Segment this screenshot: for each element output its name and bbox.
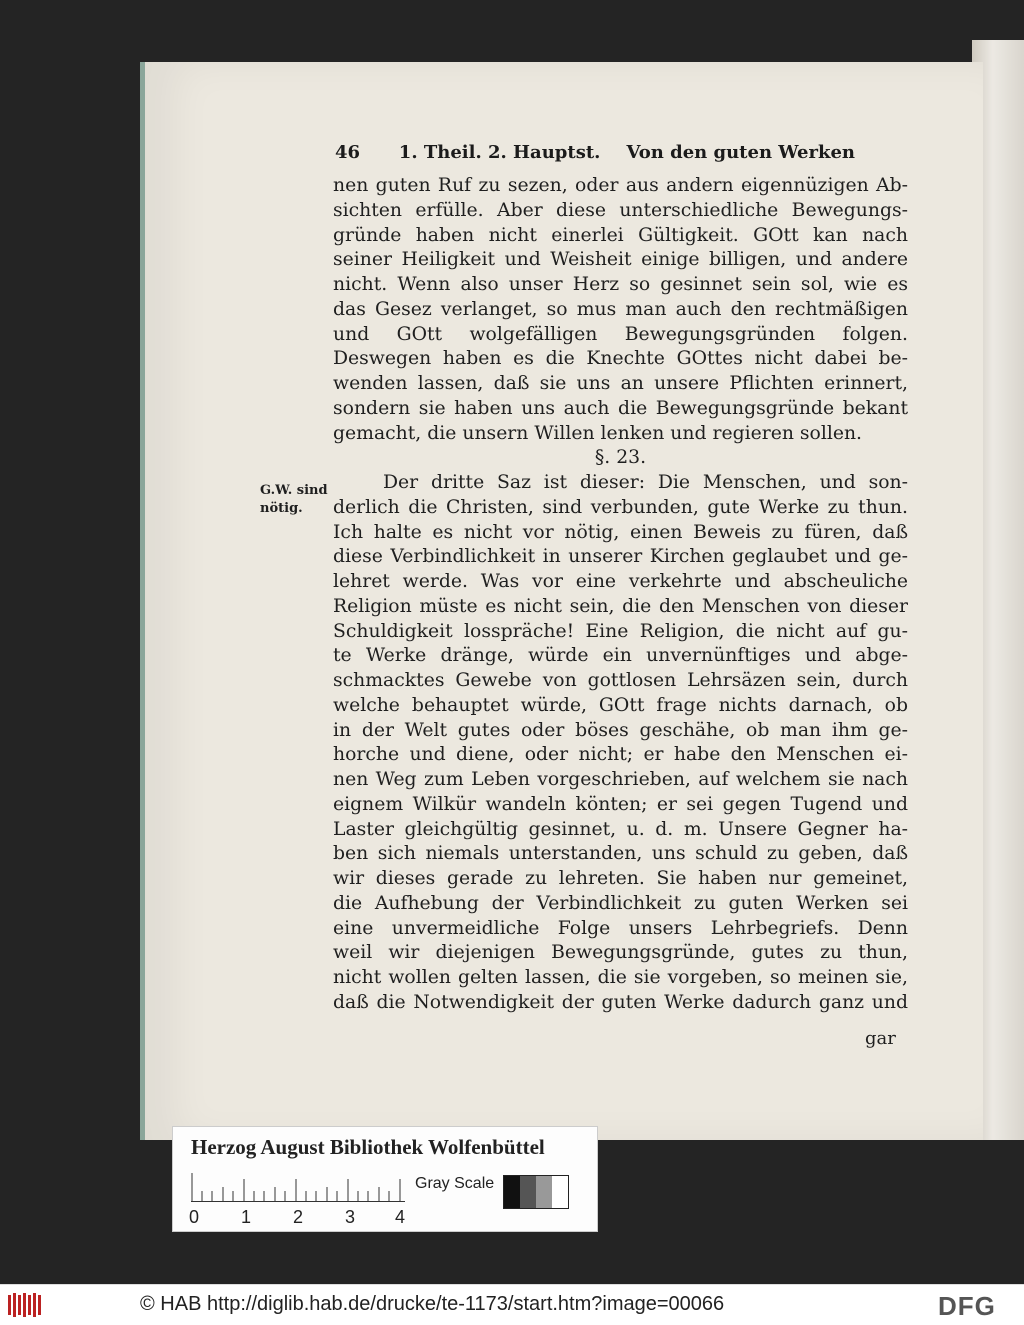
text-line: wenden lassen, daß sie uns an unsere Pflichten erinnert, xyxy=(333,373,908,394)
text-line: seiner Heiligkeit und Weisheit einige billigen, und andere xyxy=(333,249,908,271)
text-line: in der Welt gutes oder böses geschähe, ob man ihm ge- xyxy=(333,719,908,741)
text-line: Der dritte Saz ist dieser: Die Menschen, und son- xyxy=(383,472,908,493)
gray-scale-label: Gray Scale xyxy=(415,1175,495,1192)
page-number: 46 xyxy=(335,142,361,163)
text-line: lehret werde. Was vor eine verkehrte und abscheuliche xyxy=(333,571,908,592)
library-name: Herzog August Bibliothek Wolfenbüttel xyxy=(191,1135,545,1159)
text-line: Deswegen haben es die Knechte GOttes nicht dabei be- xyxy=(333,348,908,370)
text-line: Schuldigkeit lossprächе! Eine Religion, die nicht auf gu- xyxy=(333,620,908,642)
text-line: Religion müste es nicht sein, die den Menschen von dieser xyxy=(333,595,908,617)
text-line: derlich die Christen, sind verbunden, gute Werke zu thun. xyxy=(333,496,908,518)
book-page xyxy=(140,62,983,1140)
margin-note-line: nötig. xyxy=(260,501,303,516)
dfg-logo: DFG xyxy=(938,1291,996,1321)
text-line: eine unvermeidliche Folge unsers Lehrbegriefs. Denn xyxy=(333,917,908,939)
text-line: das Gesez verlanget, so mus man auch den rechtmäßigen xyxy=(333,298,908,320)
text-line: sondern sie haben uns auch die Bewegungsgründe bekant xyxy=(333,397,908,419)
text-line: daß die Notwendigkeit der guten Werke dadurch ganz und xyxy=(333,991,908,1013)
ruler-tick-label: 2 xyxy=(293,1207,304,1227)
text-line: die Aufhebung der Verbindlichkeit zu guten Werken sei xyxy=(333,892,908,914)
ruler-tick-label: 0 xyxy=(189,1207,200,1227)
text-line: nen guten Ruf zu sezen, oder aus andern eigennüzigen Ab- xyxy=(333,175,908,196)
text-line: welche behauptet würde, GOtt frage nichts darnach, ob xyxy=(333,694,908,716)
scale-ruler xyxy=(191,1173,405,1202)
text-line: diese Verbindlichkeit in unserer Kirchen geglaubet und ge- xyxy=(333,546,908,568)
section-number: §. 23. xyxy=(594,447,647,469)
body-text xyxy=(333,174,908,1016)
running-head-part: 1. Theil. 2. Hauptst. xyxy=(398,142,601,163)
text-line: nicht wollen gelten lassen, die sie vorgeben, so meinen sie, xyxy=(333,967,908,988)
text-line: gemacht, die unsern Willen lenken und regieren sollen. xyxy=(333,422,863,444)
ruler-tick-label: 1 xyxy=(241,1207,252,1227)
permalink-text[interactable]: © HAB http://diglib.hab.de/drucke/te-1173/start.htm?image=00066 xyxy=(140,1293,725,1315)
margin-note-line: G.W. sind xyxy=(260,483,328,498)
text-line: weil wir diejenigen Bewegungsgründe, gutes zu thun, xyxy=(333,942,908,964)
text-line: ben sich niemals unterstanden, uns schuld zu geben, daß xyxy=(333,843,908,865)
text-line: horche und diene, oder nicht; er habe den Menschen ei- xyxy=(333,744,908,766)
text-line: Laster gleichgültig gesinnet, u. d. m. Unsere Gegner ha- xyxy=(333,818,908,840)
text-line: te Werke dränge, würde ein unvernünftiges und abge- xyxy=(333,645,908,667)
text-line: sichten erfülle. Aber diese unterschiedliche Bewegungs- xyxy=(333,199,908,221)
ruler-tick-label: 3 xyxy=(345,1207,356,1227)
running-head-title: Von den guten Werken xyxy=(626,142,855,163)
hab-logo-icon xyxy=(6,1291,42,1319)
text-line: und GOtt wolgefälligen Bewegungsgründen folgen. xyxy=(333,323,908,345)
running-head xyxy=(335,142,855,168)
viewer-footer xyxy=(0,1284,1024,1325)
text-line: nicht. Wenn also unser Herz so gesinnet sein sol, wie es xyxy=(333,274,908,295)
text-line: gründe haben nicht einerlei Gültigkeit. GOtt kan nach xyxy=(333,224,908,246)
text-line: eignem Wilkür wandeln könten; er sei gegen Tugend und xyxy=(333,793,908,815)
margin-note xyxy=(260,482,340,518)
text-line: Ich halte es nicht vor nötig, einen Beweis zu füren, daß xyxy=(333,521,908,543)
gray-scale-swatches xyxy=(503,1175,569,1209)
text-line: wir dieses gerade zu lehreten. Sie haben nur gemeinet, xyxy=(333,868,908,889)
color-ruler-card xyxy=(172,1126,598,1232)
catchword: gar xyxy=(865,1028,896,1049)
ruler-tick-label: 4 xyxy=(395,1207,406,1227)
text-line: nen Weg zum Leben vorgeschrieben, auf welchem sie nach xyxy=(333,769,908,790)
text-line: schmacktes Gewebe von gottlosen Lehrsäzen sein, durch xyxy=(333,670,908,691)
